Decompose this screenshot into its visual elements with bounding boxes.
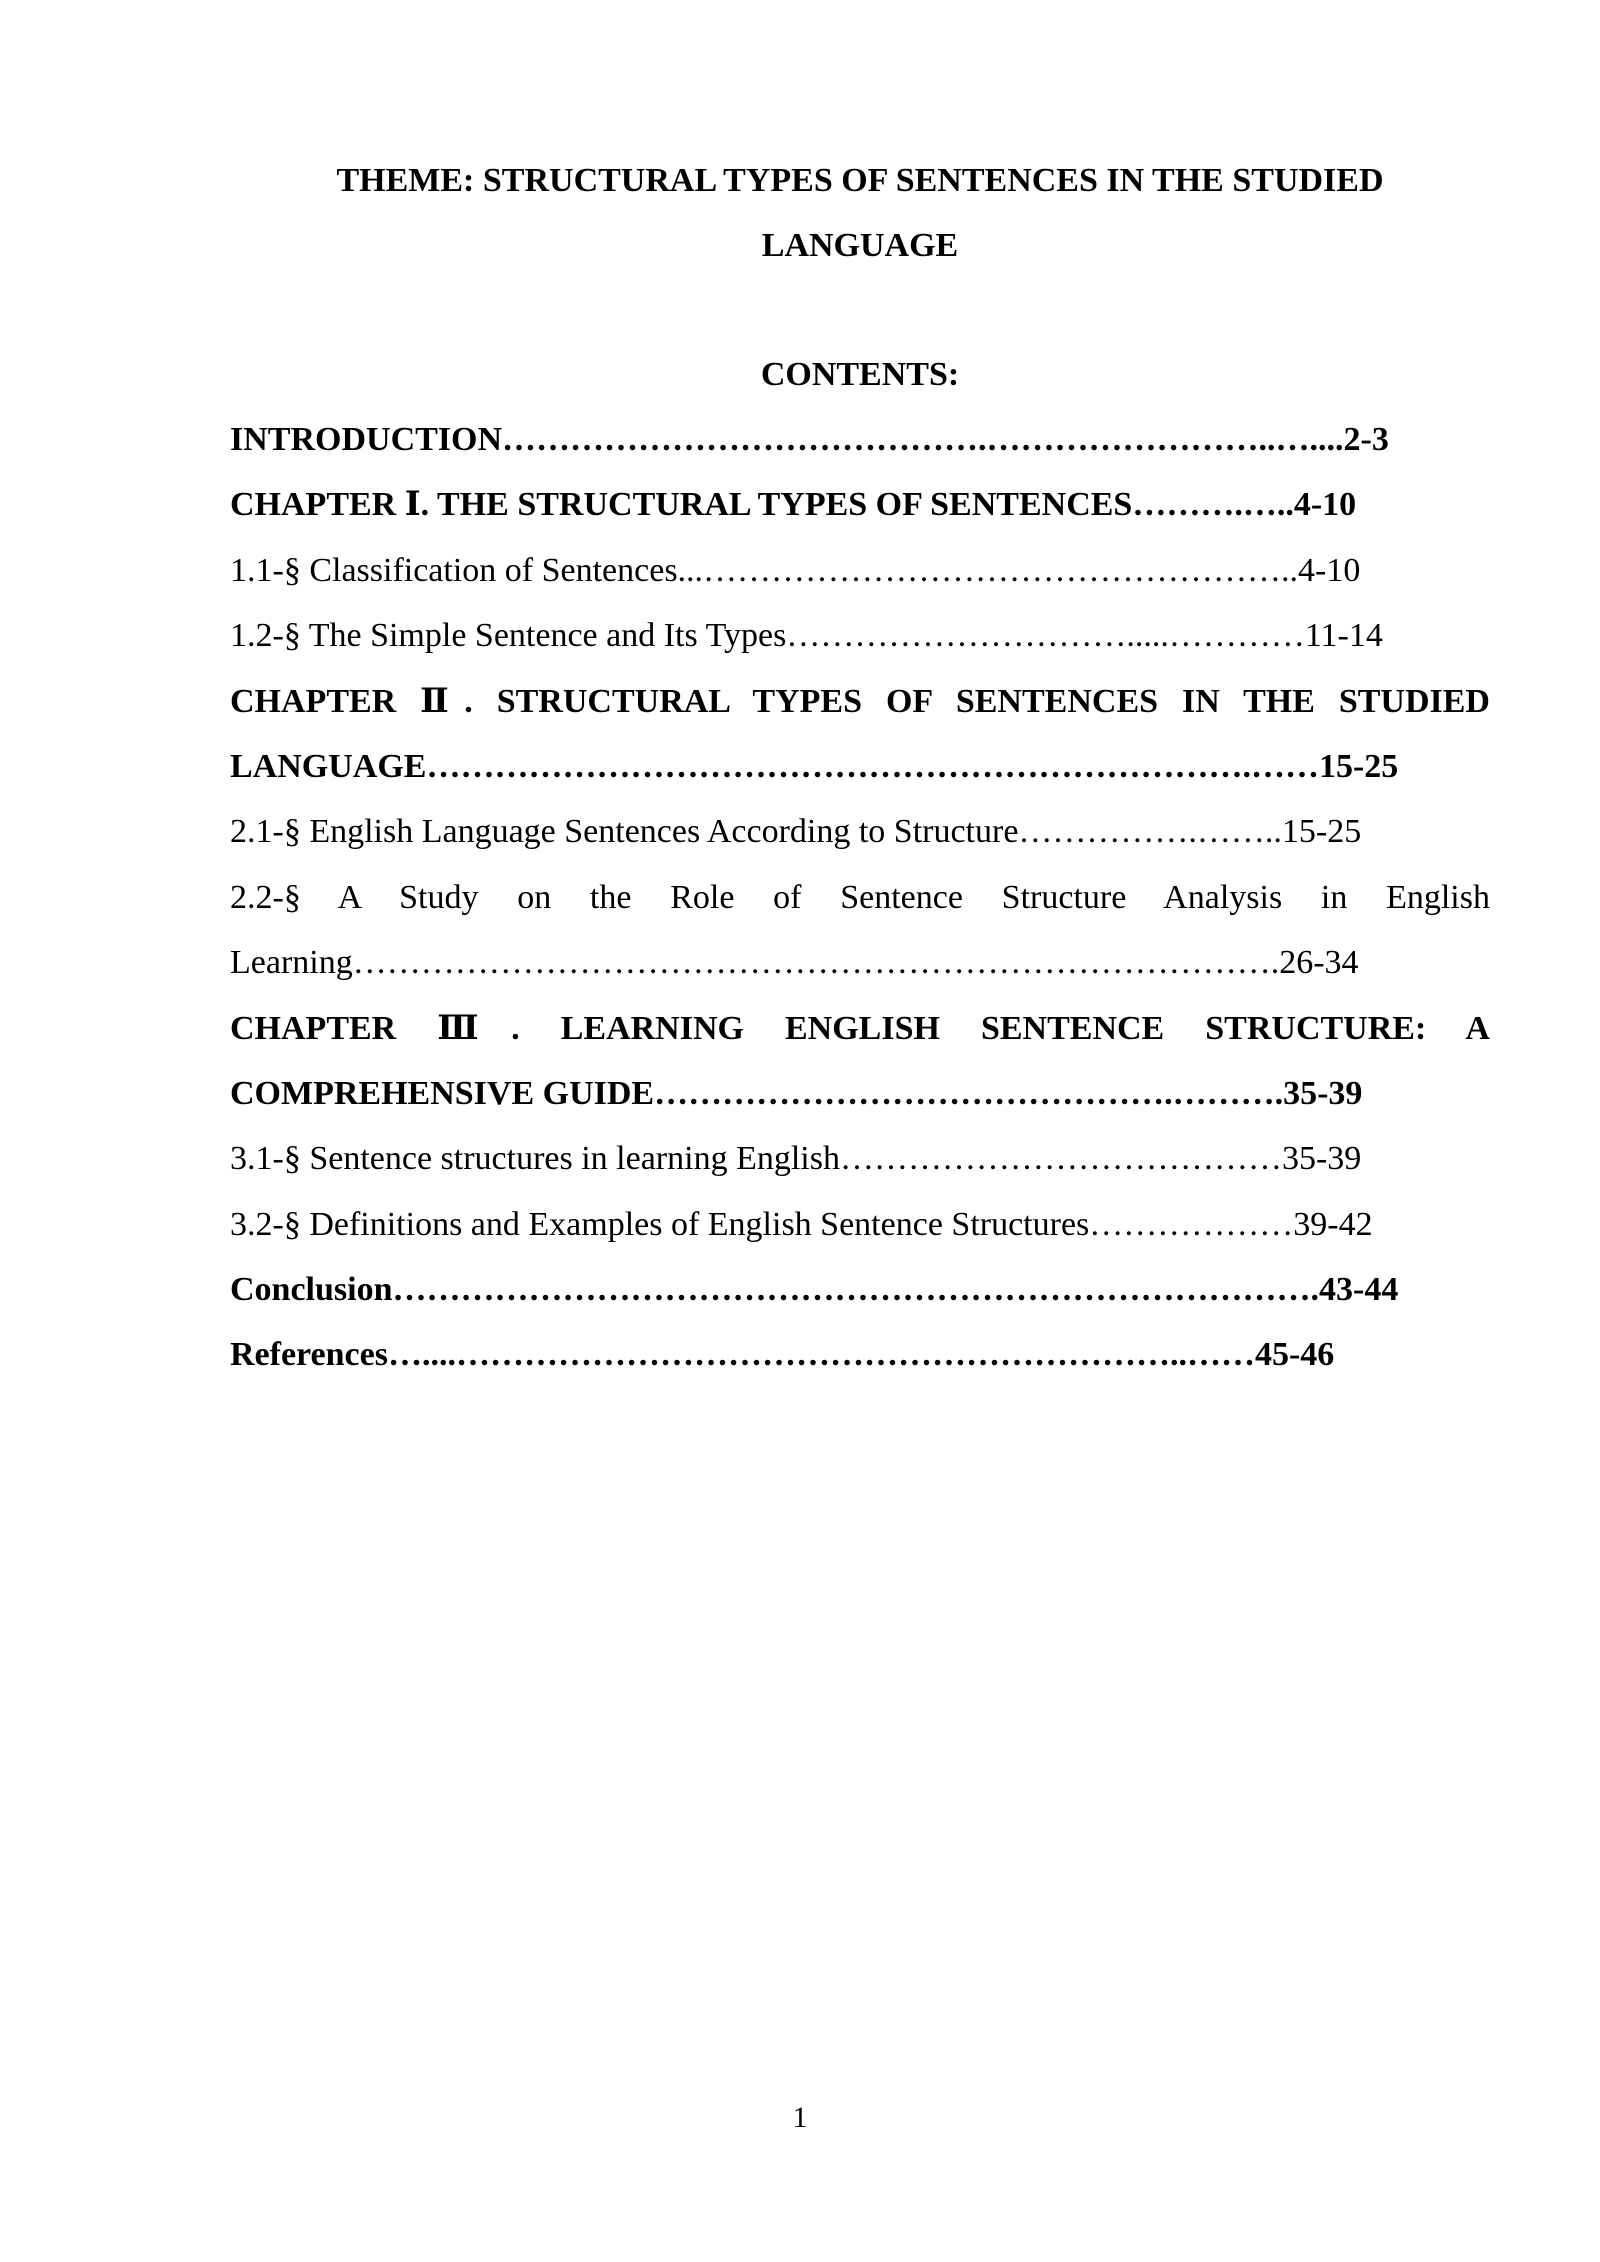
toc-entry-introduction: INTRODUCTION…………………………………….……………………..…....2-3: [230, 421, 1389, 458]
theme-line-2: LANGUAGE: [761, 227, 959, 264]
contents-heading: CONTENTS:: [760, 356, 960, 393]
page-number: 1: [792, 2101, 808, 2134]
toc-entry-section-3-1: 3.1-§ Sentence structures in learning English…………………………………35-39: [230, 1140, 1362, 1178]
toc-entry-section-2-1: 2.1-§ English Language Sentences According to Structure…………….……..15-25: [230, 813, 1362, 851]
toc-entry-section-1-1: 1.1-§ Classification of Sentences...……………………………………………..4-10: [230, 551, 1361, 589]
toc-entry-section-2-2-line-1: 2.2-§ A Study on the Role of Sentence Structure Analysis in English: [230, 878, 1490, 916]
toc-entry-section-1-2: 1.2-§ The Simple Sentence and Its Types………………………….....…………11-14: [230, 617, 1383, 655]
toc-entry-chapter-1: CHAPTER Ⅰ. THE STRUCTURAL TYPES OF SENTENCES……….…..4-10: [230, 486, 1357, 524]
toc-entry-chapter-2-line-1: CHAPTER Ⅱ. STRUCTURAL TYPES OF SENTENCES IN THE STUDIED: [230, 682, 1490, 720]
toc-entry-section-3-2: 3.2-§ Definitions and Examples of English Sentence Structures………………39-42: [230, 1205, 1373, 1243]
toc-entry-section-2-2-line-2: Learning……………………………………………………………………….26-34: [230, 944, 1359, 982]
document-theme-title: [230, 148, 1490, 278]
toc-entry-chapter-3-line-1: CHAPTER Ⅲ. LEARNING ENGLISH SENTENCE STRUCTURE: A: [230, 1009, 1490, 1047]
toc-entry-chapter-3-line-2: COMPREHENSIVE GUIDE……………………………………….……….35-39: [230, 1074, 1363, 1112]
toc-entry-references: References…....………………………………………………………..……45-46: [230, 1336, 1335, 1374]
toc-entry-chapter-2-line-2: LANGUAGE……………………………………………………………….……15-25: [230, 747, 1399, 785]
table-of-contents: [230, 407, 1490, 1388]
toc-entry-conclusion: Conclusion……………………………………………………………………….43-44: [230, 1271, 1399, 1309]
theme-line-1: THEME: STRUCTURAL TYPES OF SENTENCES IN THE STUDIED: [336, 162, 1384, 199]
